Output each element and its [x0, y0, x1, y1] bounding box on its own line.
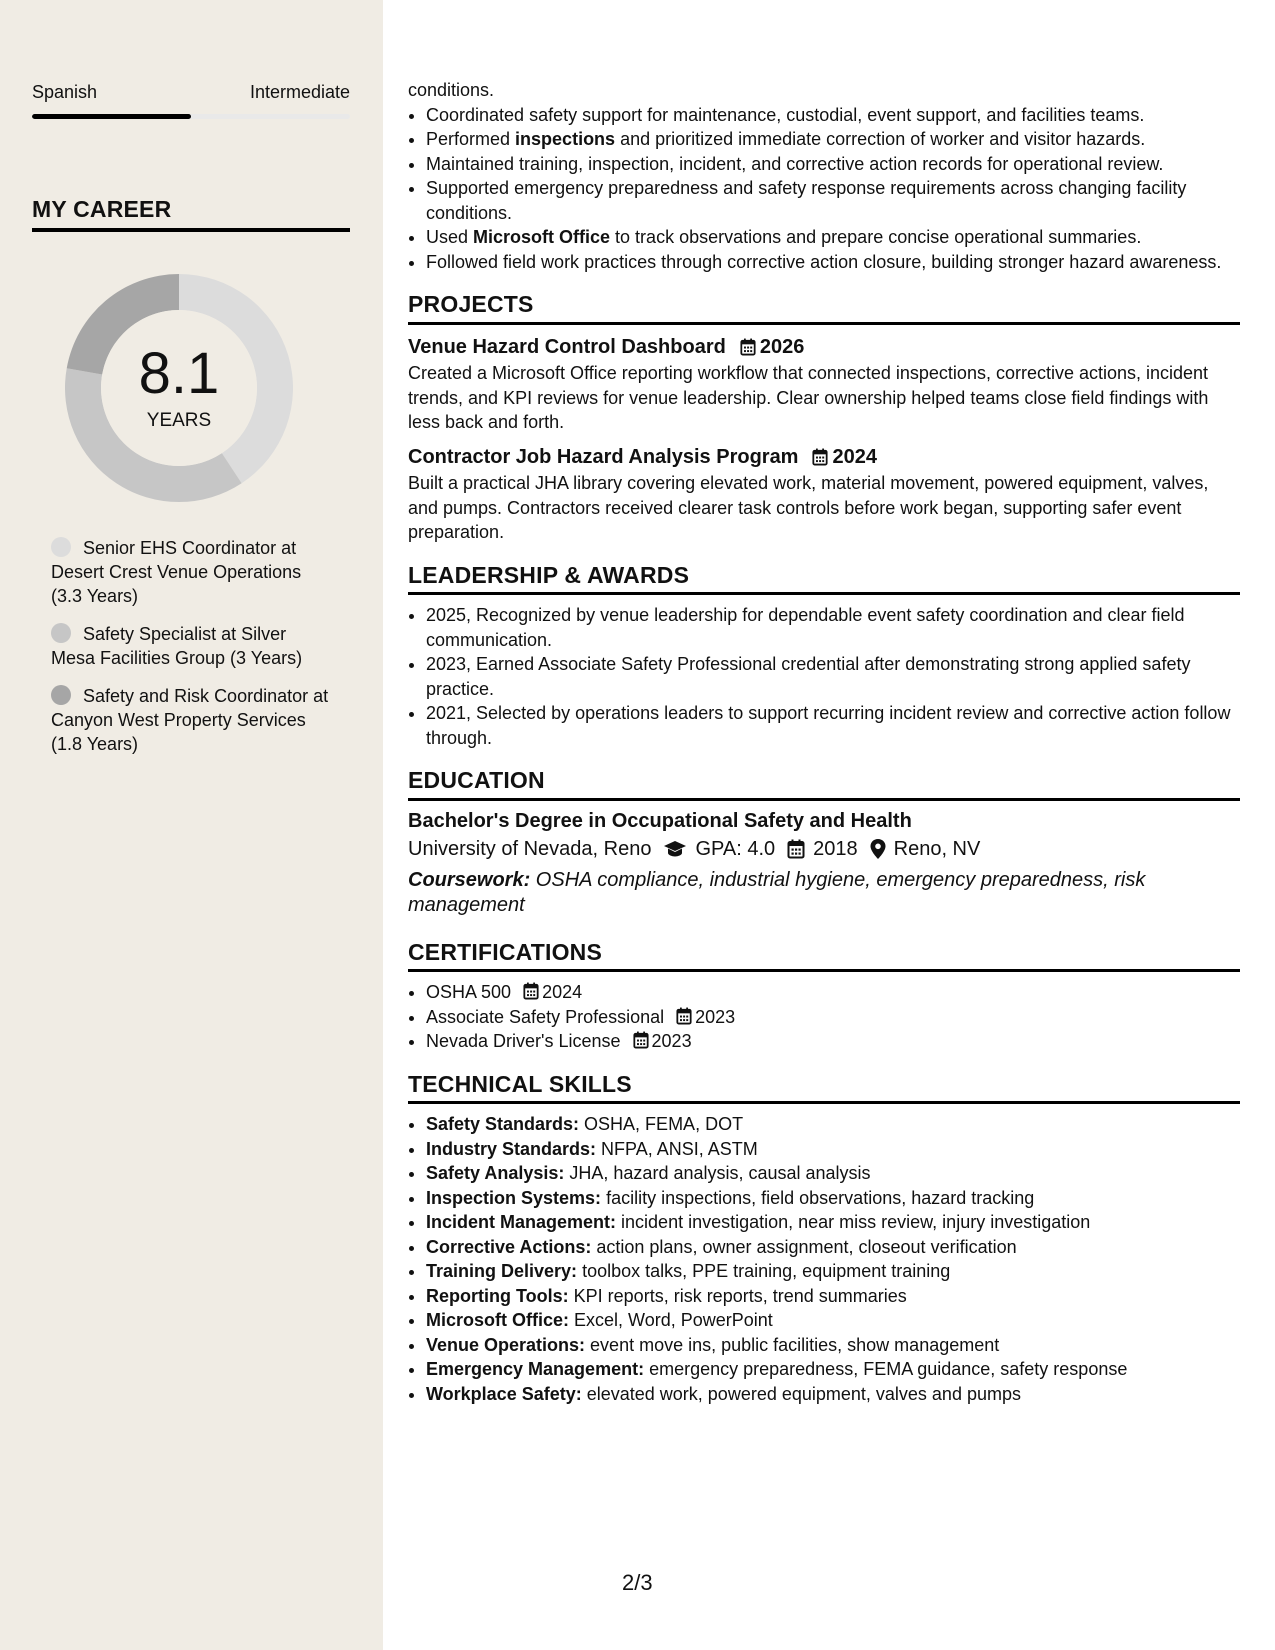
skill-item	[426, 1382, 1240, 1407]
certification-name: OSHA 500	[426, 982, 512, 1002]
experience-bullet	[426, 225, 1240, 250]
coursework	[408, 868, 1240, 918]
career-role-text: Senior EHS Coordinator at Desert Crest Venue Operations (3.3 Years)	[51, 538, 302, 606]
project-description: Created a Microsoft Office reporting workflow that connected inspections, corrective actions, incident trends, and KPI reviews for venue leadership. Clear ownership helped teams close field findings with less back and forth.	[408, 363, 1209, 432]
skill-label: Safety Analysis:	[426, 1163, 565, 1183]
education-meta	[408, 837, 1240, 862]
certifications-title: CERTIFICATIONS	[408, 940, 1240, 973]
skill-value: facility inspections, field observations, hazard tracking	[601, 1187, 1035, 1208]
skill-item	[426, 1186, 1240, 1211]
skill-label: Industry Standards:	[426, 1138, 597, 1159]
skill-value: elevated work, powered equipment, valves and pumps	[581, 1383, 1021, 1404]
skill-value: action plans, owner assignment, closeout verification	[591, 1236, 1017, 1257]
bullet-text: Supported emergency preparedness and safety response requirements across changing facility conditions.	[426, 178, 1187, 223]
certification-item	[426, 980, 1240, 1005]
certification-item	[426, 1005, 1240, 1030]
certification-year: 2023	[695, 1006, 736, 1027]
award-item: • 2023, Earned Associate Safety Professional credential after demonstrating strong applied safety practice.	[426, 652, 1240, 701]
skill-item	[426, 1357, 1240, 1382]
language-name: Spanish	[32, 82, 98, 102]
experience-bullet	[426, 127, 1240, 152]
skill-label: Incident Management:	[426, 1212, 617, 1232]
leadership-list	[408, 603, 1240, 750]
skill-value: JHA, hazard analysis, causal analysis	[564, 1163, 871, 1183]
calendar-icon	[523, 982, 539, 1000]
project-title	[408, 335, 1240, 360]
skill-item	[426, 1259, 1240, 1284]
bullet-text: Performed	[426, 129, 516, 149]
bullet-text: Used	[426, 227, 474, 247]
school-name: University of Nevada, Reno	[408, 838, 652, 860]
project-name: Venue Hazard Control Dashboard	[408, 335, 726, 358]
career-section-title: MY CAREER	[32, 196, 350, 232]
career-role-text: Safety Specialist at Silver Mesa Facilities Group (3 Years)	[51, 624, 303, 668]
skill-item	[426, 1308, 1240, 1333]
certification-year: 2023	[651, 1031, 692, 1051]
skill-value: event move ins, public facilities, show management	[585, 1334, 1000, 1355]
award-item: • 2025, Recognized by venue leadership for dependable event safety coordination and clear field communication.	[426, 603, 1240, 652]
skill-item	[426, 1210, 1240, 1235]
legend-dot	[51, 685, 71, 705]
bullet-text: Coordinated safety support for maintenance, custodial, event support, and facilities teams.	[426, 104, 1145, 125]
skill-item	[426, 1112, 1240, 1137]
skills-title: TECHNICAL SKILLS	[408, 1072, 1240, 1105]
skill-value: NFPA, ANSI, ASTM	[596, 1138, 758, 1159]
projects-title: PROJECTS	[408, 292, 1240, 325]
calendar-icon	[633, 1031, 649, 1049]
career-role-text: Safety and Risk Coordinator at Canyon West Property Services (1.8 Years)	[51, 686, 329, 754]
skill-item	[426, 1161, 1240, 1186]
skill-item	[426, 1235, 1240, 1260]
calendar-icon	[787, 839, 805, 859]
certification-year: 2024	[542, 982, 583, 1002]
experience-bullet	[426, 250, 1240, 275]
skill-label: Training Delivery:	[426, 1261, 578, 1281]
career-role	[51, 536, 331, 608]
graduation-cap-icon	[663, 840, 687, 858]
sidebar	[0, 0, 383, 1650]
leadership-title: LEADERSHIP & AWARDS	[408, 563, 1240, 596]
skill-item	[426, 1284, 1240, 1309]
bullet-keyword: Microsoft Office	[473, 227, 611, 247]
main-content	[408, 78, 1240, 1406]
skill-label: Venue Operations:	[426, 1334, 586, 1355]
degree-name: Bachelor's Degree in Occupational Safety and Health	[408, 809, 912, 832]
bullet-text: Followed field work practices through corrective action closure, building stronger hazard awareness.	[426, 251, 1222, 272]
skill-label: Workplace Safety:	[426, 1383, 582, 1404]
language-proficiency-fill	[32, 114, 191, 119]
coursework-label: Coursework:	[408, 868, 531, 891]
experience-bullet	[426, 103, 1240, 128]
experience-bullet	[426, 152, 1240, 177]
career-role	[51, 622, 331, 670]
skill-label: Microsoft Office:	[426, 1310, 570, 1330]
skill-value: Excel, Word, PowerPoint	[569, 1310, 773, 1330]
skill-label: Emergency Management:	[426, 1359, 645, 1379]
project-description: Built a practical JHA library covering elevated work, material movement, powered equipment, valves, and pumps. Contractors received clearer task controls before work began, supporting safer event preparation.	[408, 473, 1209, 542]
language-level: Intermediate	[249, 82, 350, 102]
language-proficiency-bar	[32, 114, 350, 119]
certification-name: Associate Safety Professional	[426, 1006, 665, 1027]
school-location: Reno, NV	[893, 838, 981, 860]
experience-bullet	[426, 176, 1240, 225]
career-total-years: 8.1	[138, 341, 220, 406]
skill-item	[426, 1137, 1240, 1162]
bullet-text-end: to track observations and prepare concise operational summaries.	[610, 227, 1142, 247]
bullet-keyword: inspections	[515, 129, 616, 149]
language-row	[32, 82, 350, 103]
skills-list	[408, 1112, 1240, 1406]
project-name: Contractor Job Hazard Analysis Program	[408, 445, 799, 468]
project-year: 2024	[832, 445, 877, 468]
calendar-icon	[676, 1007, 692, 1025]
projects-list	[408, 335, 1240, 545]
certifications-list	[408, 980, 1240, 1054]
certification-name: Nevada Driver's License	[426, 1031, 621, 1051]
page-number: 2/3	[622, 1570, 653, 1595]
career-legend	[51, 536, 331, 770]
skill-value: emergency preparedness, FEMA guidance, safety response	[644, 1359, 1128, 1379]
skill-label: Safety Standards:	[426, 1114, 580, 1134]
skill-label: Corrective Actions:	[426, 1236, 592, 1257]
legend-dot	[51, 623, 71, 643]
map-pin-icon	[870, 839, 886, 859]
skill-label: Reporting Tools:	[426, 1285, 569, 1306]
skill-item	[426, 1333, 1240, 1358]
project-title	[408, 445, 1240, 470]
skill-value: OSHA, FEMA, DOT	[579, 1114, 744, 1134]
skill-value: incident investigation, near miss review, injury investigation	[616, 1212, 1091, 1232]
coursework-text: OSHA compliance, industrial hygiene, emergency preparedness, risk management	[408, 868, 1146, 916]
certification-item	[426, 1029, 1240, 1054]
bullet-text-end: and prioritized immediate correction of worker and visitor hazards.	[615, 129, 1146, 149]
skill-label: Inspection Systems:	[426, 1187, 602, 1208]
career-role	[51, 684, 331, 756]
calendar-icon	[812, 448, 828, 466]
graduation-year: 2018	[813, 838, 858, 860]
education-title: EDUCATION	[408, 768, 1240, 801]
experience-continued-line: conditions.	[408, 80, 495, 100]
award-item: • 2021, Selected by operations leaders to support recurring incident review and corrective action follow through.	[426, 701, 1240, 750]
experience-bullets	[408, 103, 1240, 275]
legend-dot	[51, 537, 71, 557]
skill-value: toolbox talks, PPE training, equipment training	[577, 1261, 951, 1281]
skill-value: KPI reports, risk reports, trend summaries	[568, 1285, 907, 1306]
gpa: GPA: 4.0	[695, 838, 776, 860]
career-years-label: YEARS	[146, 410, 212, 431]
calendar-icon	[740, 338, 756, 356]
bullet-text: Maintained training, inspection, incident, and corrective action records for operational review.	[426, 153, 1164, 174]
project-year: 2026	[759, 335, 805, 358]
